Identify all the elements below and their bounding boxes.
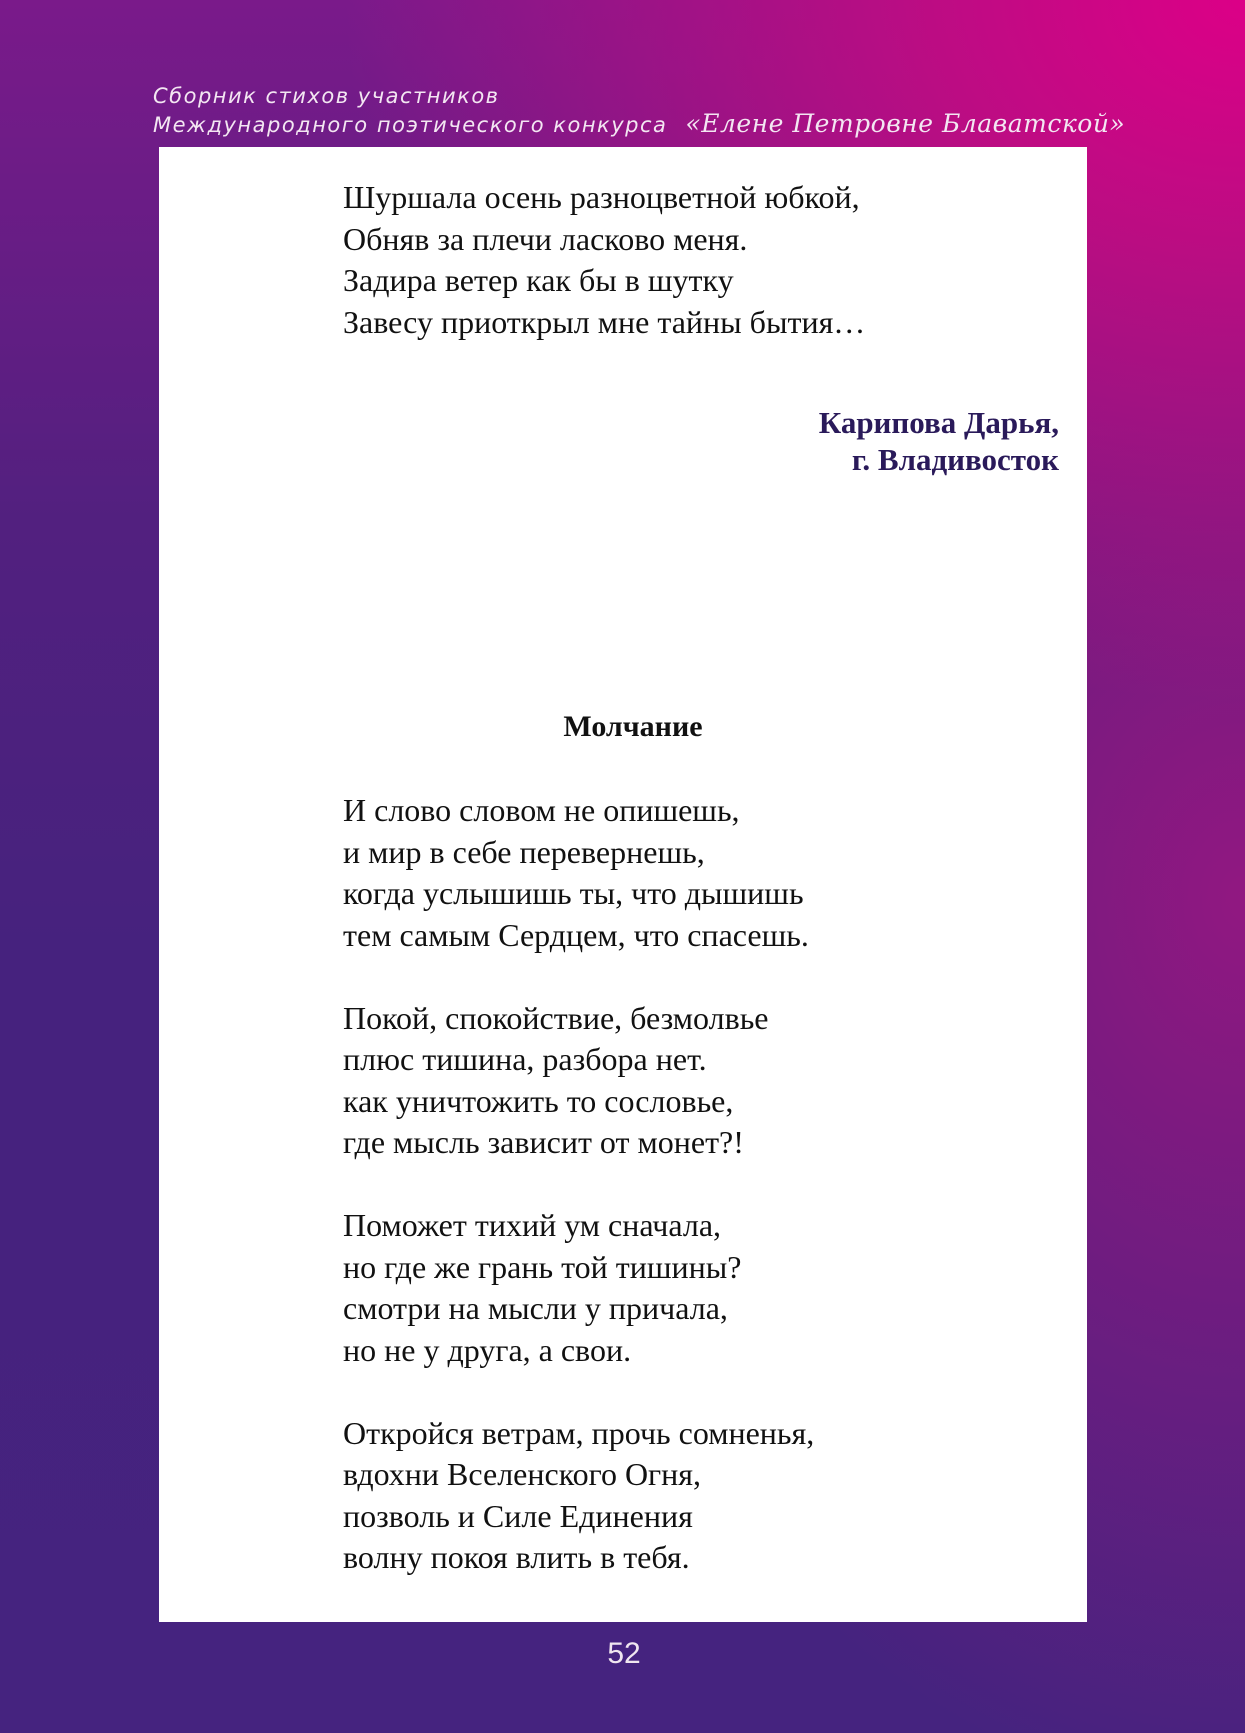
main-poem (343, 790, 814, 1579)
poem-line: Шуршала осень разноцветной юбкой, (343, 179, 860, 215)
poem-line: вдохни Вселенского Огня, (343, 1456, 702, 1492)
poem-stanza (343, 1413, 814, 1579)
poem-stanza (343, 790, 814, 956)
top-poem-stanza (343, 177, 865, 343)
poem-line: Обняв за плечи ласково меня. (343, 220, 748, 257)
author-name: Карипова Дарья, (818, 405, 1059, 440)
poem-line: плюс тишина, разбора нет. (343, 1041, 707, 1077)
author-signature (819, 404, 1059, 478)
poem-line: смотри на мысли у причала, (343, 1290, 728, 1326)
poem-line: как уничтожить то сословье, (343, 1082, 734, 1119)
header-line-2 (153, 109, 1126, 139)
poem-line: Завесу приоткрыл мне тайны бытия… (343, 303, 866, 340)
poem-title (159, 710, 1087, 744)
author-city: г. Владивосток (851, 442, 1059, 477)
poem-line: но где же грань той тишины? (343, 1248, 742, 1285)
book-header (153, 82, 1126, 139)
poem-stanza (343, 998, 814, 1164)
poem-line: Задира ветер как бы в шутку (343, 262, 734, 298)
poem-line: Откройся ветрам, прочь сомненья, (343, 1414, 815, 1451)
page-content (159, 147, 1087, 1622)
poem-title-text: Молчание (563, 710, 703, 743)
poem-line: и мир в себе перевернешь, (343, 833, 705, 870)
poem-line: но не у друга, а свои. (343, 1331, 632, 1368)
poem-line: тем самым Сердцем, что спасешь. (343, 916, 809, 953)
header-line-1: Сборник стихов участников (153, 84, 500, 108)
poem-line: И слово словом не опишешь, (343, 792, 740, 828)
header-line-2-text: Международного поэтического конкурса (153, 113, 668, 137)
page-number-text: 52 (607, 1637, 641, 1670)
poem-line: Покой, спокойствие, безмолвье (343, 999, 769, 1036)
poem-stanza (343, 1205, 814, 1371)
poem-line: Поможет тихий ум сначала, (343, 1207, 722, 1243)
contest-name: «Елене Петровне Блаватской» (685, 109, 1126, 138)
page-number (0, 1637, 1245, 1671)
poem-line: позволь и Силе Единения (343, 1497, 693, 1534)
poem-line: волну покоя влить в тебя. (343, 1539, 690, 1575)
poem-line: когда услышишь ты, что дышишь (343, 875, 804, 911)
poem-line: где мысль зависит от монет?! (343, 1124, 744, 1160)
